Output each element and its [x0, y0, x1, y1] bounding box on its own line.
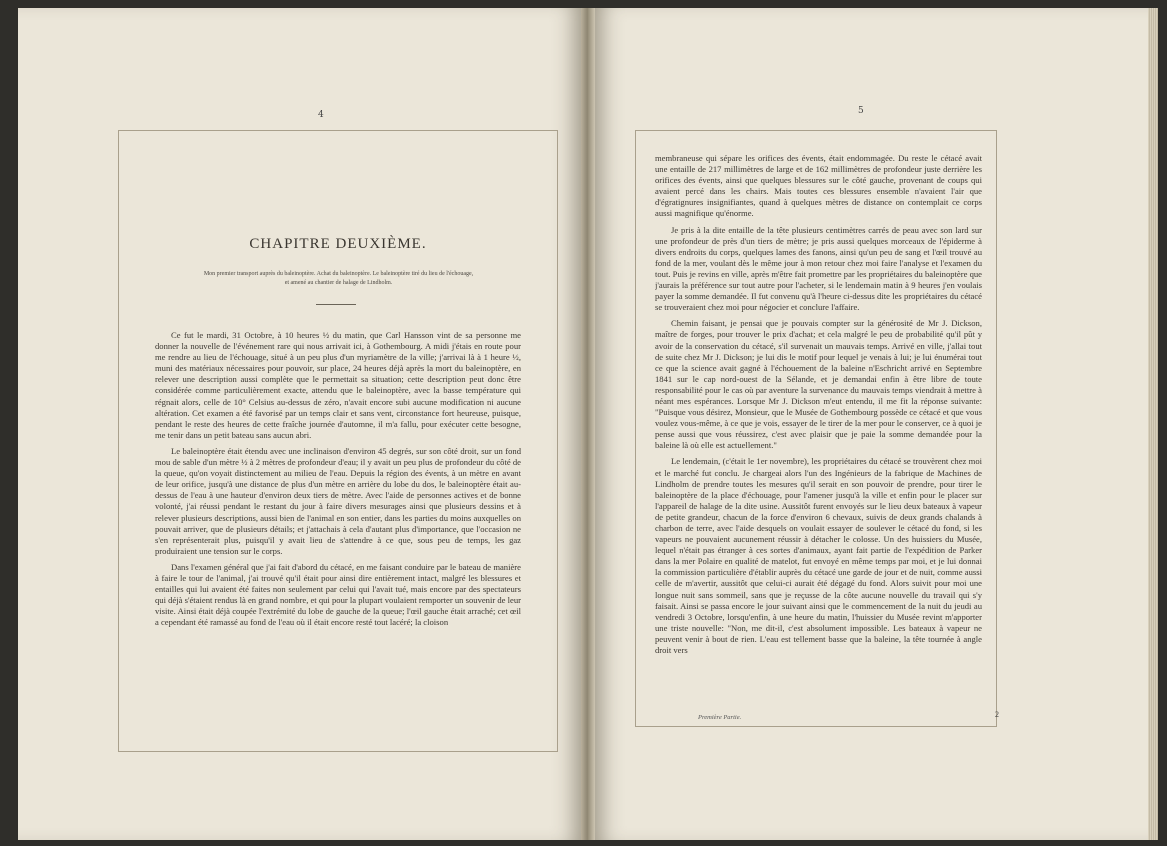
- paragraph: Dans l'examen général que j'ai fait d'abord du cétacé, en me faisant conduire par le bateau de manière à faire le tour de l'animal, j'ai trouvé qu'il était pour ainsi dire entièrement intact, malgré les blessures et entailles qui lui avaient été faites non seulement par celui qui l'avait tué, mais encore par des spectateurs qui déjà s'étaient rendus là en grand nombre, et qui pour la plupart voulaient remporter un souvenir de leur visite. Ainsi était déjà coupée l'extrémité du lobe de gauche de la queue; l'œil gauche était arraché; cet œil a cependant été ramassé au fond de l'eau où il était encore resté tout lacéré; la cloison: [155, 561, 521, 628]
- paragraph: Le baleinoptère était étendu avec une inclinaison d'environ 45 degrés, sur son côté droit, sur un fond mou de sable d'un mètre ½ à 2 mètres de profondeur d'eau; il y avait un peu plus de profondeur du côté de la queue, qu'on voyait distinctement au milieu de l'eau. Depuis la région des évents, à un mètre en avant de leur orifice, jusqu'à une distance de plus d'un mètre en arrière du lobe du dos, le baleinoptère était au-dessus de l'eau à une hauteur d'environ deux tiers de mètre. Avec l'aide de personnes actives et de bonne volonté, j'ai réussi pendant le restant du jour à faire divers mesurages ainsi que plusieurs dessins et à relever plusieurs descriptions, aussi bien de l'animal en son entier, dans les parties du moins auxquelles on pouvait arriver, que de plusieurs détails; et j'attachais à cela d'autant plus d'importance, que l'occasion ne s'en représenterait plus, puisqu'il y avait lieu de s'attendre à ce que, sous peu de temps, les gaz produiraient une tension sur le corps.: [155, 445, 521, 556]
- chapter-summary-line2: et amené au chantier de halage de Lindholm.: [284, 280, 393, 286]
- right-page: [595, 8, 1158, 840]
- paragraph: Le lendemain, (c'était le 1er novembre), les propriétaires du cétacé se trouvèrent chez moi et le marché fut conclu. Je chargeai alors l'un des Ingénieurs de la fabrique de Machines de Lindholm de prendre toutes les mesures qu'il serait en son pouvoir de prendre, pour tirer le baleinoptère de la place d'échouage, pour l'amener jusqu'à la ville et enfin pour le placer sur l'appareil de halage de la dite usine. Aussitôt furent envoyés sur le lieu deux bateaux à vapeur de petite grandeur, chacun de la force d'environ 6 chevaux, suivis de deux grands chalands à charbon de terre, avec l'aide desquels on voulait essayer de soulever le cétacé du fond, si les vapeurs ne pouvaient aucunement réussir à détacher le colosse. Un des huissiers du Musée, lequel n'était pas étranger à ces sortes d'animaux, ayant fait partie de l'expédition de Parker dans la mer Polaire en qualité de matelot, fut envoyé en même temps par moi, et je lui donnai la commission particulière d'établir auprès du cétacé une garde de jour et de nuit, comme aussi celle de m'avertir, aussitôt que celui-ci aurait été dégagé du fond. Alors suivit pour moi une longue nuit sans sommeil, sans que je reçusse de la côte aucune nouvelle du travail qui s'y faisait. Ainsi se passa encore le jour suivant ainsi que le commencement de la nuit du jeudi au vendredi 3 Octobre, lorsqu'enfin, à une heure du matin, l'huissier du Musée revint m'apporter une triste nouvelle: "Non, me dit-il, c'est absolument impossible. Les bateaux à vapeur ne peuvent venir à bout de rien. L'eau est tellement basse que la baleine, la tête tournée à angle droit vers: [655, 456, 982, 656]
- paragraph: Ce fut le mardi, 31 Octobre, à 10 heures ½ du matin, que Carl Hansson vint de sa personne me donner la nouvelle de l'événement rare qui nous arrivait ici, à Gothembourg. A midi j'étais en route pour me rendre au lieu de l'échouage, situé à un peu plus d'un myriamètre de la ville; j'arrivai là à 1 heure ½, muni des matériaux nécessaires pour pouvoir, sur place, 24 heures déjà après la mort du baleinoptère, en relever une description aussi complète que le permettait sa situation; cette description peut donc être considérée comme particulièrement exacte, attendu que le baleinoptère, avec la basse température qui régnait alors, celle de 10° Celsius au-dessus de zéro, n'avait encore subi aucune modification ni aucune altération. Cet examen a été favorisé par un temps clair et sans vent, circonstance fort heureuse, puisque, pendant le reste des heures de cette fraîche journée d'automne, il m'a fallu, pour exécuter cette besogne, me tenir dans un petit bateau sans aucun abri.: [155, 330, 521, 440]
- book-gutter: [581, 8, 595, 840]
- page-edges: [1148, 8, 1158, 840]
- gathering-number: 2: [995, 710, 999, 719]
- right-page-body: [655, 153, 982, 719]
- paragraph: Je pris à la dite entaille de la tête plusieurs centimètres carrés de peau avec son lard sur une profondeur de près d'un tiers de mètre; je pris aussi quelques morceaux de l'épiderme à divers endroits du corps, quelques lames des fanons, ainsi qu'un peu de sang et l'œil trouvé au fond de la mer, voulant dès le même jour à mon retour chez moi faire l'analyse et l'examen du tout. Puis je revins en ville, après m'être fait promettre par les propriétaires du baleinoptère que j'aurais la préférence sur tout autre pour l'acheter, si le lendemain matin à 9 heures j'en voulais payer la somme demandée. Il fut convenu qu'à l'heure ci-dessus dite les propriétaires du cétacé se trouveraient chez moi pour négocier et conclure l'affaire.: [655, 224, 982, 313]
- left-page-number: 4: [318, 110, 324, 120]
- signature-mark: Première Partie.: [698, 714, 742, 721]
- paragraph: Chemin faisant, je pensai que je pouvais compter sur la générosité de Mr J. Dickson, maître de forges, pour trouver le prix d'achat; et cela malgré le peu de probabilité qu'il pût y avoir de la conservation du cétacé, s'il survenait un mauvais temps. Arrivé en ville, j'allai tout de suite chez Mr J. Dickson; je lui dis le motif pour lequel je venais à lui; je lui énumérai tout ce que la science avait gagné à l'échouement de la baleine n'Eschricht arrivé en Septembre 1841 sur le cap nord-ouest de la Sélande, et je demandai enfin à être libre de toute responsabilité pour le cas où par aventure la survenance du mauvais temps viendrait à mettre à néant mes espérances. Lorsque Mr J. Dickson m'eut entendu, il me fit la réponse suivante: "Puisque vous désirez, Monsieur, que le Musée de Gothembourg possède ce cétacé et que vous voulez vous-même, à ce que je vois, essayer de le tirer de la mer pour le conserver, ce à quoi je pense aussi que vous réussirez, c'est avec plaisir que je paie la somme demandée pour la baleine là où elle est actuellement.": [655, 318, 982, 451]
- right-page-number: 5: [858, 106, 864, 116]
- left-page: [18, 8, 581, 840]
- paragraph: membraneuse qui sépare les orifices des évents, était endommagée. Du reste le cétacé avait une entaille de 217 millimètres de large et de 162 millimètres de profondeur juste derrière les orifices des évents, ainsi que quelques blessures sur le côté gauche, provenant de coups qui avaient percé dans les chairs. Mais toutes ces blessures ensemble n'avaient l'air que d'égratignures insignifiantes, quand à quelques mètres de distance on contemplait ce corps aussi magnifique qu'énorme.: [655, 153, 982, 219]
- chapter-rule: [316, 304, 356, 305]
- book-spread: [18, 8, 1158, 840]
- left-page-body: [155, 330, 521, 740]
- chapter-title: CHAPITRE DEUXIÈME.: [249, 236, 427, 252]
- chapter-summary: [156, 270, 521, 288]
- chapter-summary-line1: Mon premier transport auprès du baleinoptère. Achat du baleinoptère. Le baleinoptère tiré du lieu de l'échouage,: [203, 271, 474, 277]
